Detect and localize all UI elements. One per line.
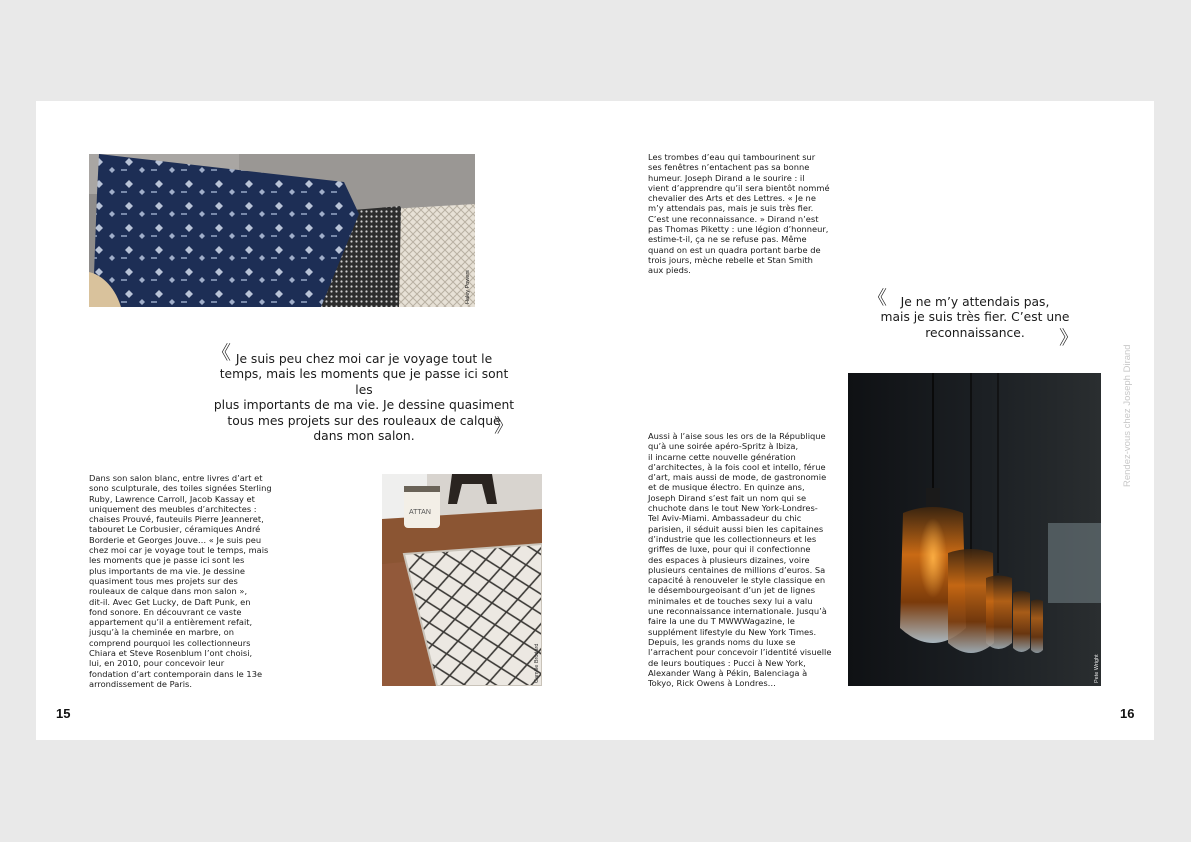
vertical-section-title: Rendez-vous chez Joseph Dirand — [1122, 344, 1133, 487]
pull-quote-line: plus importants de ma vie. Je dessine quasiment — [213, 398, 515, 413]
page-number-left: 15 — [56, 706, 71, 721]
article-line: Dans son salon blanc, entre livres d’art et — [89, 473, 263, 483]
article-line: d’art, mais aussi de mode, de gastronomie — [648, 472, 827, 483]
article-line: une reconnaissance internationale. Jusqu’à — [648, 606, 827, 617]
article-line: Depuis, les grands noms du luxe se — [648, 636, 796, 647]
pull-quote-open-mark-left: 《 — [212, 342, 229, 364]
article-line: capacité à renouveler le style classique en — [648, 575, 826, 586]
rug-image — [382, 474, 542, 686]
article-line: chaises Prouvé, fauteuils Pierre Jeanneret, — [89, 514, 264, 525]
intro-line: m’y attendais pas, mais je suis très fier. — [648, 203, 814, 214]
photo-credit-cushions: Haley Powers — [465, 270, 471, 304]
article-line: sono sculpturale, des toiles signées Sterling — [89, 483, 272, 494]
cushions-image — [89, 154, 475, 307]
article-column-left — [89, 473, 289, 689]
article-line: d’industrie que les collectionneurs et les — [648, 533, 817, 544]
intro-line: estime-t-il, ça ne se refuse pas. Même — [648, 234, 807, 245]
article-line: tabouret Le Corbusier, céramiques André — [89, 524, 261, 535]
photo-credit-rug: Camille Brodard — [534, 643, 540, 683]
pull-quote-line: mais je suis très fier. C’est une — [880, 310, 1070, 325]
pull-quote-close-mark-right: 》 — [1059, 327, 1076, 349]
article-line: d’architectes, à la fois cool et intello, férue — [648, 461, 826, 472]
photo-cushions — [89, 154, 475, 307]
photo-credit-lamps: Pete Wright — [1094, 654, 1100, 683]
intro-column-right — [648, 152, 858, 276]
article-line: Ruby, Lawrence Carroll, Jacob Kassay et — [89, 493, 255, 504]
pull-quote-line: temps, mais les moments que je passe ici sont les — [219, 367, 509, 397]
article-line: le désembourgeoisant d’un jet de lignes — [648, 585, 816, 596]
article-line: qu’à une soirée apéro-Spritz à Ibiza, — [648, 441, 799, 452]
article-line: supplément lifestyle du New York Times. — [648, 626, 817, 637]
article-line: fondation d’art contemporain dans le 13e — [89, 668, 263, 679]
article-column-right — [648, 431, 858, 688]
article-line: jusqu’à la cheminée en marbre, on — [89, 627, 235, 638]
article-line: uniquement des meubles d’architectes : — [89, 503, 257, 514]
pull-quote-line: Je suis peu chez moi car je voyage tout le — [235, 352, 493, 366]
article-line: et de musique électro. En quinze ans, — [648, 482, 805, 493]
article-line: Chiara et Steve Rosenblum l’ont choisi, — [89, 648, 253, 659]
article-line: griffes de luxe, pour qui il confectionne — [648, 544, 811, 555]
article-line: des espaces à plusieurs dizaines, voire — [648, 554, 810, 565]
photo-lamps — [848, 373, 1101, 686]
article-line: plus importants de ma vie. Je dessine — [89, 565, 246, 576]
article-line: Borderie et Georges Jouve… « Je suis peu — [89, 534, 262, 545]
article-line: lui, en 2010, pour concevoir leur — [89, 658, 225, 669]
article-line: Aussi à l’aise sous les ors de la République — [648, 431, 826, 441]
pull-quote-close-mark-left: 》 — [494, 415, 511, 437]
pull-quote-line: tous mes projets sur des rouleaux de calque — [227, 413, 501, 428]
article-line: Tel Aviv-Miami. Ambassadeur du chic — [648, 513, 802, 524]
intro-line: humeur. Joseph Dirand a le sourire : il — [648, 172, 805, 183]
article-line: fond sonore. En découvrant ce vaste — [89, 606, 242, 617]
article-line: de leurs boutiques : Pucci à New York, — [648, 657, 806, 668]
article-line: quasiment tous mes projets sur des — [89, 575, 238, 586]
article-line: Joseph Dirand s’est fait un nom qui se — [648, 492, 807, 503]
intro-line: aux pieds. — [648, 265, 691, 276]
article-line: appartement qu’il a entièrement refait, — [89, 617, 253, 628]
pull-quote-line: Je ne m’y attendais pas, — [900, 295, 1050, 309]
pull-quote-line: reconnaissance. — [925, 325, 1025, 340]
page-number-right: 16 — [1120, 706, 1135, 721]
intro-line: chevalier des Arts et des Lettres. « Je ne — [648, 193, 816, 204]
svg-text:ATTAN: ATTAN — [409, 509, 431, 516]
intro-line: vient d’apprendre qu’il sera bientôt nommé — [648, 182, 830, 193]
intro-line: pas Thomas Piketty : une légion d’honneur, — [648, 224, 829, 235]
article-line: minimales et de touches sexy lui a valu — [648, 595, 813, 606]
article-line: parisien, il séduit aussi bien les capitaines — [648, 523, 824, 534]
article-line: Tokyo, Rick Owens à Londres… — [648, 678, 776, 689]
photo-rug — [382, 474, 542, 686]
magazine-spread — [36, 101, 1154, 740]
intro-line: quand on est un quadra portant barbe de — [648, 244, 821, 255]
article-line: dit-il. Avec Get Lucky, de Daft Punk, en — [89, 596, 251, 607]
article-line: arrondissement de Paris. — [89, 678, 192, 689]
intro-line: trois jours, mèche rebelle et Stan Smith — [648, 254, 813, 265]
lamps-image — [848, 373, 1101, 686]
article-line: plusieurs centaines de millions d’euros. Sa — [648, 564, 826, 575]
pull-quote-line: dans mon salon. — [313, 429, 415, 444]
article-line: chez moi car je voyage tout le temps, mais — [89, 545, 269, 556]
article-line: comprend pourquoi les collectionneurs — [89, 637, 251, 648]
article-line: faire la une du T MWWWagazine, le — [648, 616, 795, 627]
intro-line: ses fenêtres n’entachent pas sa bonne — [648, 162, 810, 173]
intro-line: Les trombes d’eau qui tambourinent sur — [648, 152, 816, 162]
article-line: l’arrachent pour concevoir l’identité visuelle — [648, 647, 832, 658]
article-line: il incarne cette nouvelle génération — [648, 451, 796, 462]
article-line: les moments que je passe ici sont les — [89, 555, 245, 566]
pull-quote-right — [866, 295, 1084, 341]
intro-line: C’est une reconnaissance. » Dirand n’est — [648, 213, 819, 224]
pull-quote-left — [212, 352, 516, 444]
article-line: rouleaux de calque dans mon salon », — [89, 586, 248, 597]
pull-quote-open-mark-right: 《 — [868, 287, 885, 309]
article-line: chuchote dans le tout New York-Londres- — [648, 503, 818, 514]
article-line: Alexander Wang à Pékin, Balenciaga à — [648, 667, 808, 678]
